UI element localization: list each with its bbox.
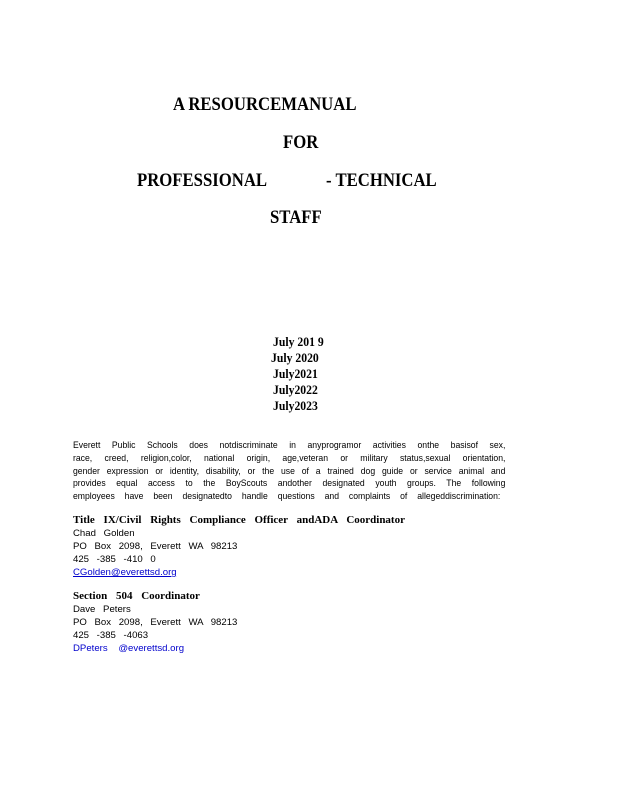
revision-date: July 201 9 — [273, 334, 324, 349]
nondiscrimination-notice — [73, 439, 505, 503]
notice-line: race, creed, religion,color, national origin, age,veteran or military status,sexual orientation, — [73, 452, 506, 463]
title-line-3-right: - TECHNICAL — [326, 170, 437, 191]
title-line-1: A RESOURCEMANUAL — [173, 94, 357, 115]
contact-address: PO Box 2098, Everett WA 98213 — [73, 541, 238, 552]
revision-date: July2023 — [273, 398, 318, 413]
contact-heading: Section 504 Coordinator — [73, 590, 200, 602]
contact-phone: 425 -385 -410 0 — [73, 554, 156, 565]
revision-date: July2022 — [273, 382, 318, 397]
notice-line: employees have been designatedto handle questions and complaints of allegeddiscrimination: — [73, 491, 501, 502]
contact-email-link[interactable]: CGolden@everettsd.org — [73, 567, 177, 578]
title-line-4: STAFF — [270, 207, 322, 228]
contact-heading: Title IX/Civil Rights Compliance Officer andADA Coordinator — [73, 514, 405, 526]
title-line-3-left: PROFESSIONAL — [137, 170, 268, 191]
title-ix-contact — [73, 514, 405, 579]
contact-name: Chad Golden — [73, 528, 135, 539]
notice-line: gender expression or identity, disability, or the use of a trained dog guide or service animal and — [73, 465, 506, 476]
contact-email-link[interactable]: DPeters @everettsd.org — [73, 643, 185, 654]
section-504-contact — [73, 590, 237, 655]
contact-address: PO Box 2098, Everett WA 98213 — [73, 617, 238, 628]
title-line-2: FOR — [283, 132, 319, 153]
contact-name: Dave Peters — [73, 604, 131, 615]
notice-line: provides equal access to the BoyScouts andother designated youth groups. The following — [73, 478, 506, 489]
revision-date: July2021 — [273, 366, 318, 381]
notice-line: Everett Public Schools does notdiscriminate in anyprogramor activities onthe basisof sex, — [73, 440, 506, 450]
contact-phone: 425 -385 -4063 — [73, 630, 149, 641]
revision-date: July 2020 — [271, 350, 319, 365]
